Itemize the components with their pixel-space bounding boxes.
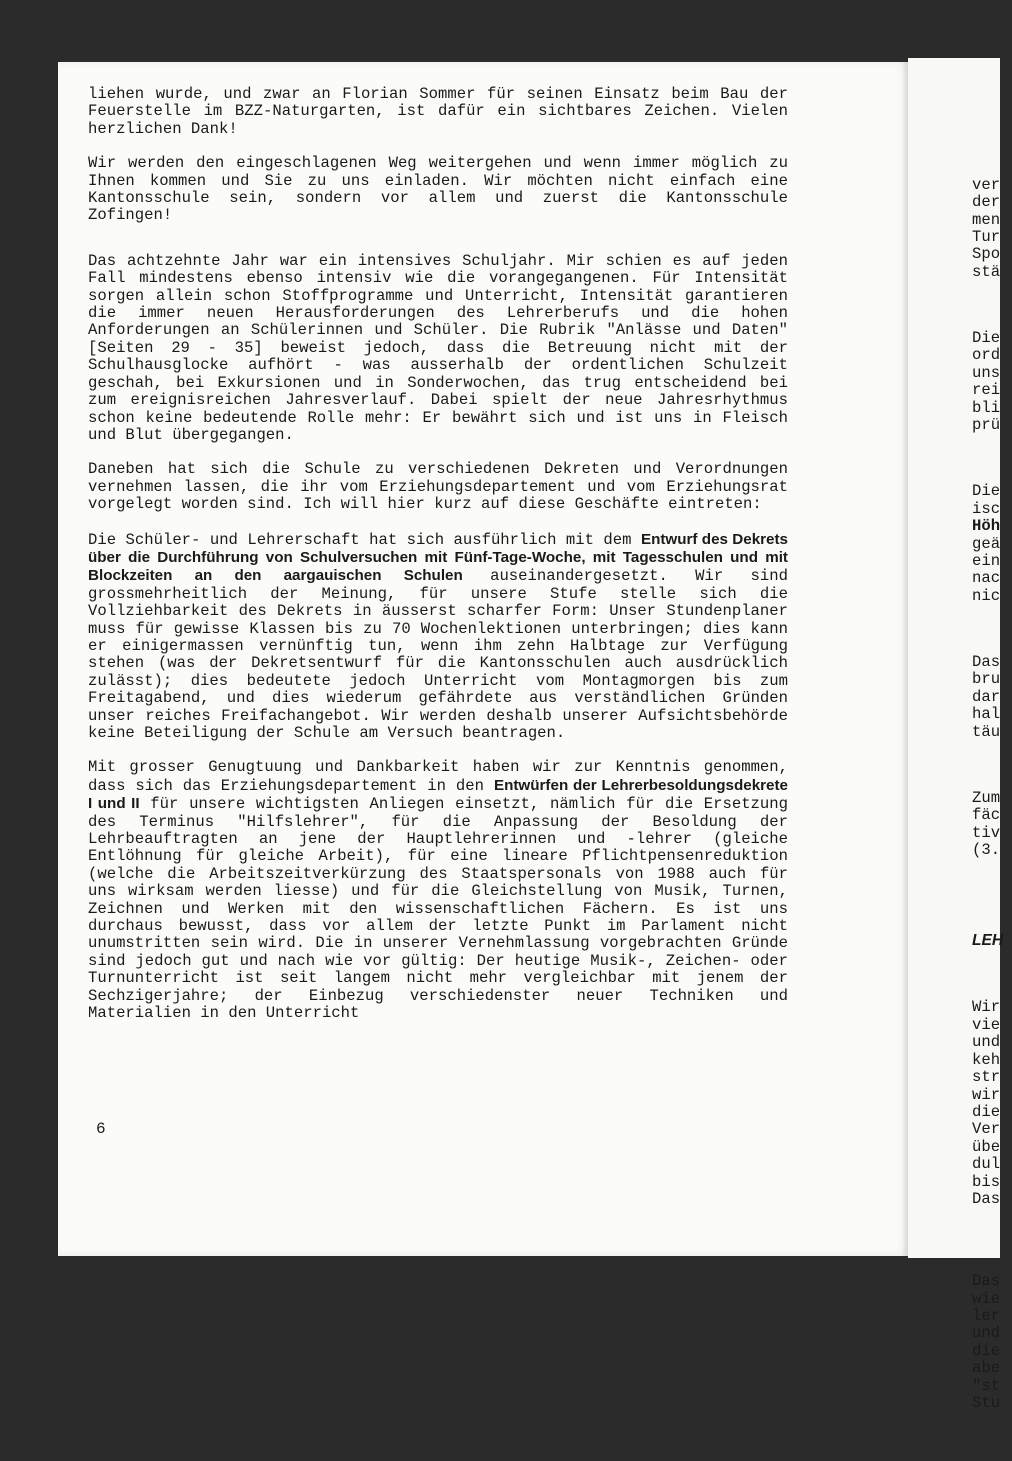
right-fragment-3: [972, 483, 1012, 605]
salary-decree-bold: Entwürfen der Lehrerbesoldungsdekrete I und II: [88, 776, 789, 813]
right-page: [908, 58, 1004, 1412]
paragraph-2: Wir werden den eingeschlagenen Weg weitergehen und wenn immer möglich zu Ihnen kommen und Sie zu uns einladen. Wir möchten nicht einfach eine Kantonsschule sein, sondern vor allem und zuerst die Kantonsschule Zofingen!: [88, 154, 788, 225]
right-fragment-2: Die ord uns rei bli prü: [972, 329, 1001, 435]
right-fragment-3a: Die isc: [972, 482, 1001, 518]
paragraph-1: liehen wurde, und zwar an Florian Sommer für seinen Einsatz beim Bau der Feuerstelle im BZZ-Naturgarten, ist dafür ein sichtbares Zeichen. Vielen herzlichen Dank!: [88, 85, 788, 138]
page-number: 6: [96, 1120, 106, 1138]
right-page-text-column: [972, 142, 1012, 1461]
right-fragment-7: Das wie ler und die abe "st Stu: [972, 1272, 1001, 1412]
paragraph-6-body: für unsere wichtigsten Anliegen einsetzt, nämlich für die Ersetzung des Terminus "Hilfslehrer", für die Anpassung der Besoldung der Lehrbeauftragten an jene der Hauptlehrerinnen und -lehrer (gleiche Entlöhnung für gleiche Arbeit), für eine lineare Pflichtpensenreduktion (welche die Arbeitszeitverkürzung des Staatspersonals von 1988 auch für uns wirksam werden liesse) und für die Gleichstellung von Musik, Turnen, Zeichnen und Werken mit den wissenschaftlichen Fächern. Es ist uns durchaus bewusst, dass vor allem der letzte Punkt im Parlament nicht unumstritten sein wird. Die in unserer Vernehmlassung vorgebrachten Gründe sind jedoch gut und nach wie vor gültig: Der heutige Musik-, Zeichen- oder Turnunterricht ist seit langem nicht mehr vergleichbar mit jenem der Sechzigerjahre; der Einbezug verschiedenster neuer Techniken und Materialien in den Unterricht: [88, 795, 788, 1023]
right-section-heading: [972, 932, 1012, 950]
right-fragment-3-bold: Höh: [972, 517, 1001, 536]
paragraph-5-intro: Die Schüler- und Lehrerschaft hat sich ausführlich mit dem: [88, 530, 641, 549]
paragraph-5-body: auseinandergesetzt. Wir sind grossmehrheitlich der Meinung, für unsere Stufe stelle sich die Vollziehbarkeit des Dekrets in äusserst scharfer Form: Unser Stundenplaner muss für gewisse Klassen bis zu 70 Wochenlektionen unterbringen; dies kann er einigermassen vernünftig tun, wenn ihm zehn Halbtage zur Verfügung stehen (was der Dekretsentwurf für die Kantonsschulen auch ausdrücklich zulässt); dies bedeutete jedoch Unterricht vom Montagmorgen bis zum Freitagabend, und dies wiederum gefährdete aus verständlichen Gründen unser reiches Freifachangebot. Wir werden deshalb unserer Aufsichtsbehörde keine Beteiligung der Schule am Versuch beantragen.: [88, 567, 788, 742]
right-fragment-6: Wir vie und keh str wir die Ver übe dul bis Das: [972, 998, 1001, 1208]
paragraph-5: [88, 531, 788, 743]
right-heading-text: LEH: [972, 932, 1004, 950]
right-fragment-4: Das bru dar hal täu: [972, 652, 1001, 741]
paragraph-6-intro: Mit grosser Genugtuung und Dankbarkeit haben wir zur Kenntnis genommen, dass sich das Erziehungsdepartement in den: [88, 758, 788, 795]
paragraph-6: [88, 759, 788, 1022]
decree-title-bold: Entwurf des Dekrets über die Durchführung von Schulversuchen mit Fünf-Tage-Woche, mit Tagesschulen und mit Blockzeiten an den aargauischen Schulen: [88, 530, 788, 585]
main-text-column: [88, 86, 788, 1040]
right-fragment-1: ver der men Tur Spo stä: [972, 175, 1001, 281]
paragraph-4: Daneben hat sich die Schule zu verschiedenen Dekreten und Verordnungen vernehmen lassen, die ihr vom Erziehungsdepartement und vom Erziehungsrat vorgelegt worden sind. Ich will hier kurz auf diese Geschäfte eintreten:: [88, 460, 788, 514]
right-fragment-5: Zum fäc tiv (3.: [972, 788, 1001, 860]
paragraph-3: Das achtzehnte Jahr war ein intensives Schuljahr. Mir schien es auf jeden Fall mindestens ebenso intensiv wie die vorangegangenen. Für Intensität sorgen allein schon Stoffprogramme und Unterricht, Intensität garantieren die immer neuen Herausforderungen des Lehrerberufs und die hohen Anforderungen an Schülerinnen und Schüler. Die Rubrik "Anlässe und Daten" [Seiten 29 - 35] beweist jedoch, dass die Betreuung nicht mit der Schulhausglocke aufhört - was ausserhalb der ordentlichen Schulzeit geschah, bei Exkursionen und in Sonderwochen, das trug entscheidend bei zum ereignisreichen Jahresverlauf. Dabei spielt der neue Jahresrhythmus schon keine bedeutende Rolle mehr: Er bewährt sich und ist uns in Fleisch und Blut übergegangen.: [88, 251, 788, 444]
right-fragment-3c: geä ein nac nic: [972, 534, 1001, 605]
